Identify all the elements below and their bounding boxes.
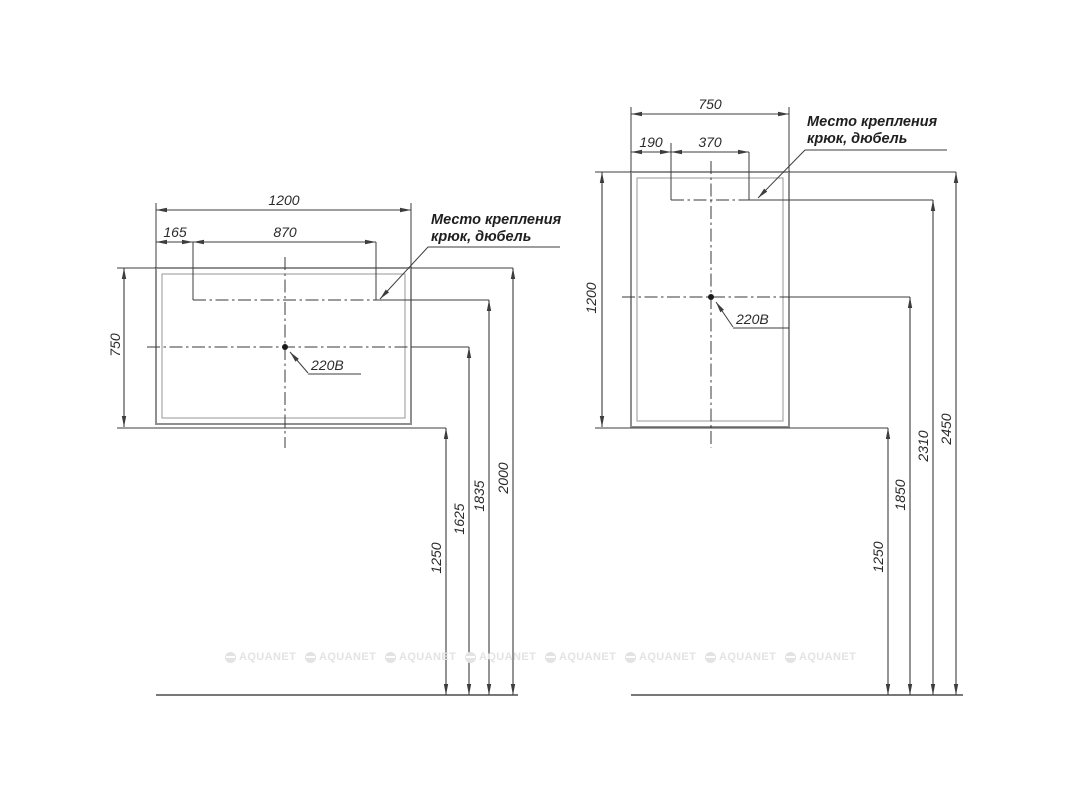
left-socket-point	[282, 344, 288, 350]
watermark-text: AQUANET	[239, 651, 297, 663]
left-socket-height-label: 1625	[451, 503, 467, 535]
watermark-text: AQUANET	[399, 651, 457, 663]
left-socket-leader	[290, 352, 308, 373]
right-socket-height-label: 1850	[892, 479, 908, 511]
watermark-text: AQUANET	[319, 651, 377, 663]
right-bottom-height-label: 1250	[870, 541, 886, 573]
right-note-line2: крюк, дюбель	[807, 131, 908, 147]
left-top-height-label: 2000	[495, 462, 511, 494]
left-note-line1: Место крепления	[431, 212, 562, 228]
right-note-leader	[758, 150, 805, 198]
left-hook-spacing-label: 870	[273, 224, 297, 240]
left-bottom-height-label: 1250	[428, 542, 444, 574]
left-note-line2: крюк, дюбель	[431, 229, 532, 245]
left-height-label: 750	[107, 333, 123, 357]
watermark-text: AQUANET	[479, 651, 537, 663]
watermark-text: AQUANET	[639, 651, 697, 663]
left-note-leader	[380, 247, 428, 299]
left-hook-height-label: 1835	[471, 480, 487, 512]
right-width-label: 750	[698, 96, 722, 112]
left-hook-offset-label: 165	[163, 224, 187, 240]
left-width-label: 1200	[268, 192, 300, 208]
watermark-text: AQUANET	[799, 651, 857, 663]
watermark-text: AQUANET	[719, 651, 777, 663]
right-height-label: 1200	[583, 282, 599, 314]
right-hook-height-label: 2310	[915, 430, 931, 462]
right-hook-spacing-label: 370	[698, 134, 722, 150]
right-socket-leader	[716, 302, 733, 327]
right-diagram	[583, 96, 963, 695]
left-diagram	[107, 192, 562, 695]
watermark-text: AQUANET	[559, 651, 617, 663]
left-socket-label: 220В	[311, 357, 344, 373]
right-socket-point	[708, 294, 714, 300]
right-socket-label: 220В	[736, 311, 769, 327]
right-note-line1: Место крепления	[807, 114, 938, 130]
right-top-height-label: 2450	[938, 413, 954, 445]
right-hook-offset-label: 190	[639, 134, 663, 150]
